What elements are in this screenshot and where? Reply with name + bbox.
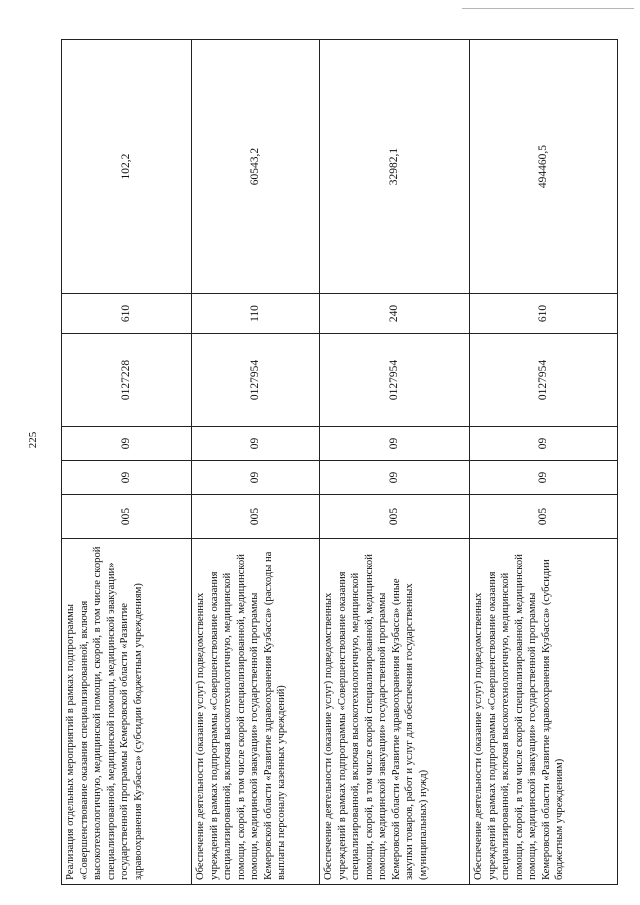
expense-type-code: 610 bbox=[62, 294, 192, 334]
amount-value: 60543,2 bbox=[192, 40, 320, 294]
budget-table-area bbox=[61, 40, 617, 885]
admin-code: 005 bbox=[62, 495, 192, 539]
budget-table bbox=[61, 39, 618, 885]
table-row bbox=[320, 40, 470, 885]
subsection-code: 09 bbox=[320, 427, 470, 461]
target-article-code: 0127954 bbox=[320, 334, 470, 427]
section-code: 09 bbox=[192, 461, 320, 495]
admin-code: 005 bbox=[320, 495, 470, 539]
expense-type-code: 110 bbox=[192, 294, 320, 334]
page-number: 225 bbox=[27, 431, 39, 449]
section-code: 09 bbox=[320, 461, 470, 495]
admin-code: 005 bbox=[470, 495, 618, 539]
scan-edge-line bbox=[462, 8, 634, 9]
budget-table-rotated bbox=[61, 40, 617, 885]
amount-value: 494460,5 bbox=[470, 40, 618, 294]
target-article-code: 0127228 bbox=[62, 334, 192, 427]
subsection-code: 09 bbox=[192, 427, 320, 461]
admin-code: 005 bbox=[192, 495, 320, 539]
target-article-code: 0127954 bbox=[470, 334, 618, 427]
expense-type-code: 240 bbox=[320, 294, 470, 334]
expense-type-code: 610 bbox=[470, 294, 618, 334]
subsection-code: 09 bbox=[62, 427, 192, 461]
table-row bbox=[470, 40, 618, 885]
amount-value: 32982,1 bbox=[320, 40, 470, 294]
table-row bbox=[62, 40, 192, 885]
row-description: Реализация отдельных мероприятий в рамках подпрограммы «Совершенствование оказания специализированной, включая высокотехнологичную, медицинской помощи, скорой, в том числе скорой специализированной, медицинской помощи, медицинской эвакуации» государственной программы Кемеровской области «Развитие здравоохранения Кузбасса» (субсидии бюджетным учреждениям) bbox=[62, 539, 192, 885]
row-description: Обеспечение деятельности (оказание услуг) подведомственных учреждений в рамках подпрограммы «Совершенствование оказания специализированной, включая высокотехнологичную, медицинской помощи, скорой, в том числе скорой специализированной, медицинской помощи, медицинской эвакуации» государственной программы Кемеровской области «Развитие здравоохранения Кузбасса» (расходы на выплаты персоналу казенных учреждений) bbox=[192, 539, 320, 885]
section-code: 09 bbox=[62, 461, 192, 495]
row-description: Обеспечение деятельности (оказание услуг) подведомственных учреждений в рамках подпрограммы «Совершенствование оказания специализированной, включая высокотехнологичную, медицинской помощи, скорой, в том числе скорой специализированной, медицинской помощи, медицинской эвакуации» государственной программы Кемеровской области «Развитие здравоохранения Кузбасса» (иные закупки товаров, работ и услуг для обеспечения государственных (муниципальных) нужд) bbox=[320, 539, 470, 885]
subsection-code: 09 bbox=[470, 427, 618, 461]
table-row bbox=[192, 40, 320, 885]
section-code: 09 bbox=[470, 461, 618, 495]
row-description: Обеспечение деятельности (оказание услуг) подведомственных учреждений в рамках подпрограммы «Совершенствование оказания специализированной, включая высокотехнологичную, медицинской помощи, скорой, в том числе скорой специализированной, медицинской помощи, медицинской эвакуации» государственной программы Кемеровской области «Развитие здравоохранения Кузбасса» (субсидии бюджетным учреждениям) bbox=[470, 539, 618, 885]
amount-value: 102,2 bbox=[62, 40, 192, 294]
target-article-code: 0127954 bbox=[192, 334, 320, 427]
